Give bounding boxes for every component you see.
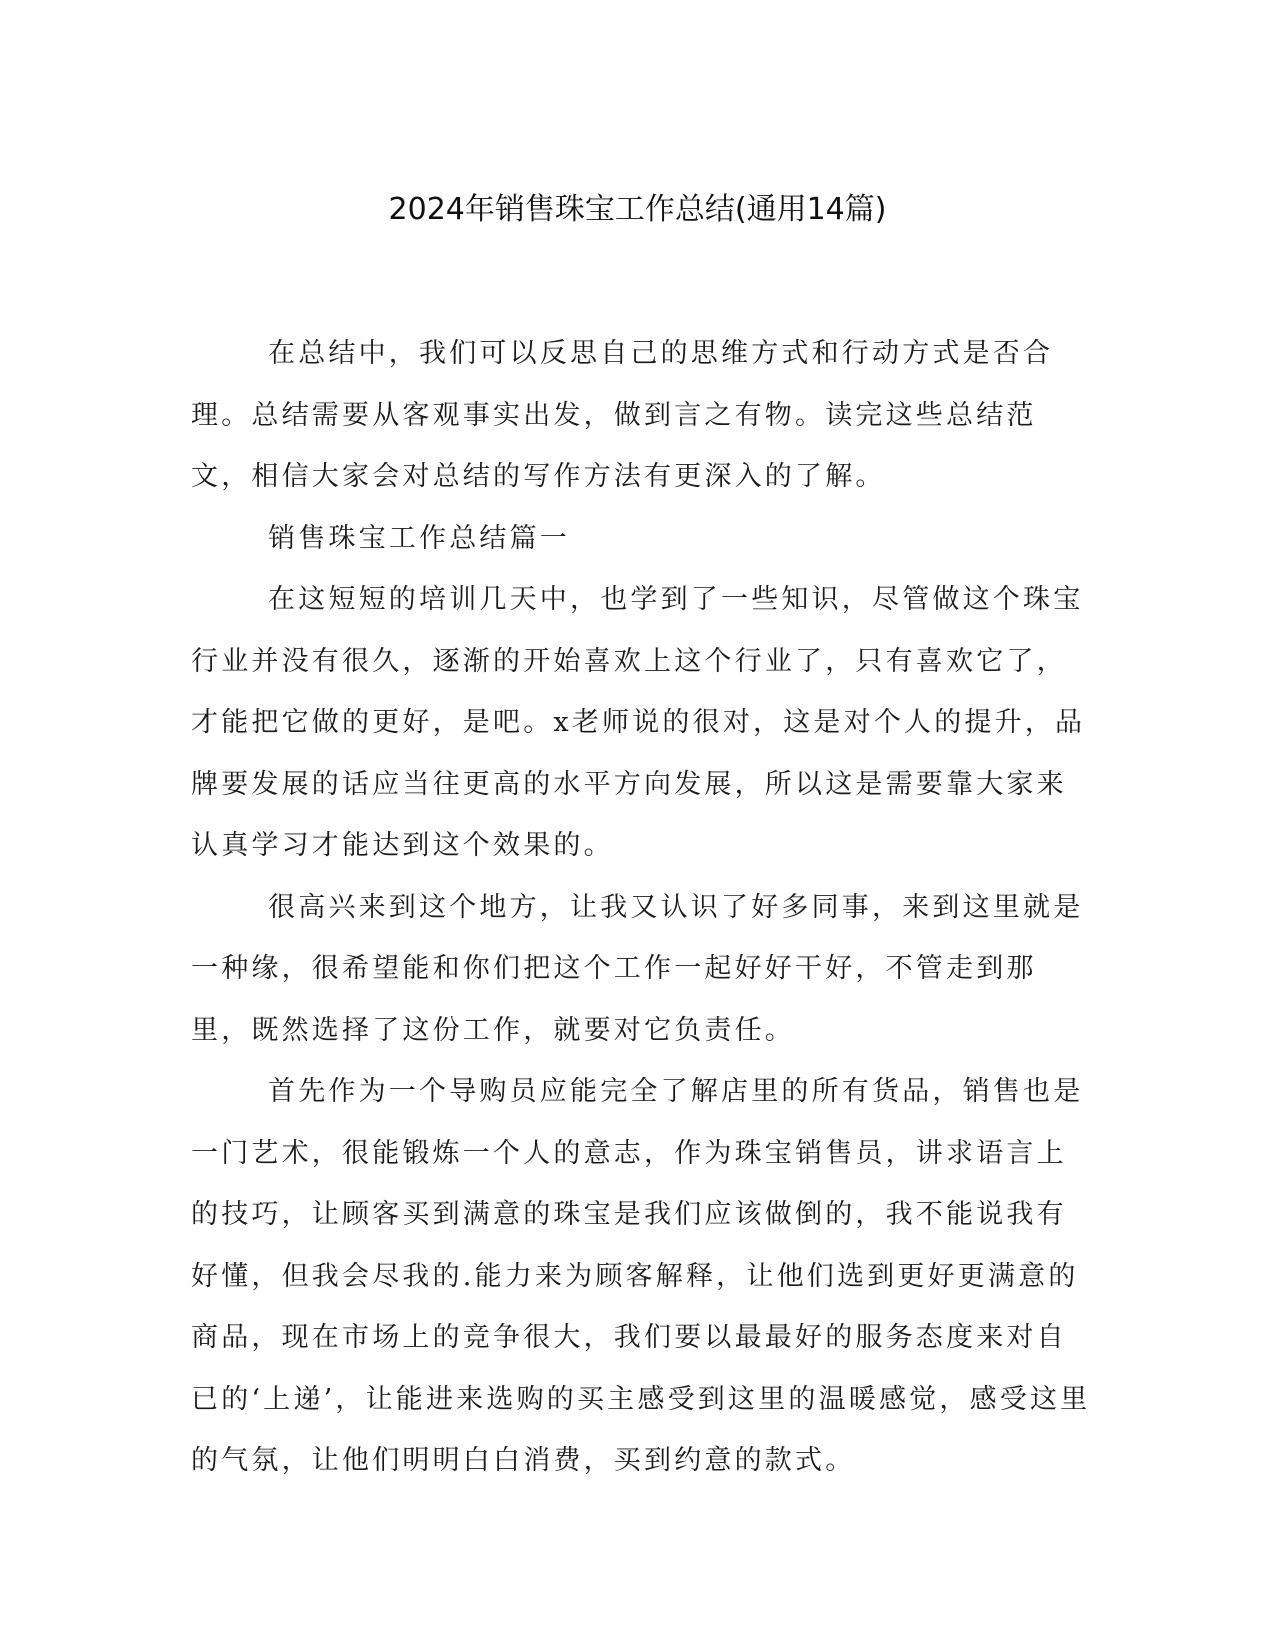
document-body [191,323,1091,1492]
paragraph-intro: 在总结中，我们可以反思自己的思维方式和行动方式是否合理。总结需要从客观事实出发，做到言之有物。读完这些总结范文，相信大家会对总结的写作方法有更深入的了解。 [191,338,1054,492]
paragraph: 首先作为一个导购员应能完全了解店里的所有货品，销售也是一门艺术，很能锻炼一个人的意志，作为珠宝销售员，讲求语言上的技巧，让顾客买到满意的珠宝是我们应该做倒的，我不能说我有好懂，但我会尽我的.能力来为顾客解释，让他们选到更好更满意的商品，现在市场上的竞争很大，我们要以最最好的服务态度来对自已的‘上递’，让能进来选购的买主感受到这里的温暖感觉，感受这里的气氛，让他们明明白白消费，买到约意的款式。 [191,1076,1091,1476]
paragraph: 在这短短的培训几天中，也学到了一些知识，尽管做这个珠宝行业并没有很久，逐渐的开始喜欢上这个行业了，只有喜欢它了，才能把它做的更好，是吧。x老师说的很对，这是对个人的提升，品牌要发展的话应当往更高的水平方向发展，所以这是需要靠大家来认真学习才能达到这个效果的。 [191,584,1086,861]
section-heading: 销售珠宝工作总结篇一 [268,522,570,554]
paragraph: 很高兴来到这个地方，让我又认识了好多同事，来到这里就是一种缘，很希望能和你们把这个工作一起好好干好，不管走到那里，既然选择了这份工作，就要对它负责任。 [191,891,1084,1046]
document-title: 2024年销售珠宝工作总结(通用14篇) [388,192,887,227]
